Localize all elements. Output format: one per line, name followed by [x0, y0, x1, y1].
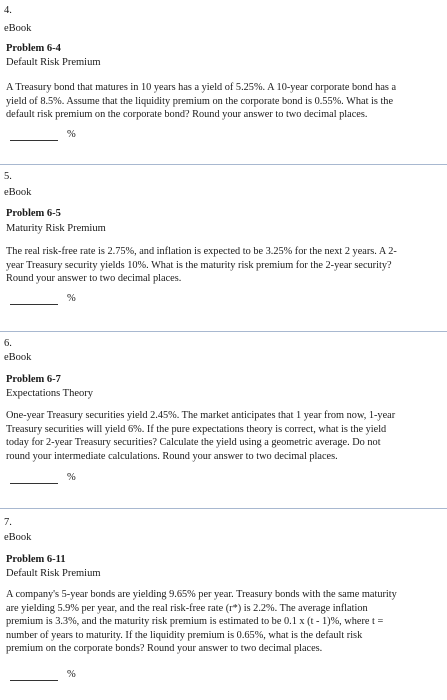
problem-text: [6, 81, 444, 122]
ebook-link[interactable]: eBook: [4, 352, 32, 363]
answer-row: [10, 668, 76, 681]
problem-text-line: One-year Treasury securities yield 2.45%. The market anticipates that 1 year from now, 1-year: [6, 410, 396, 421]
question-divider: [0, 508, 447, 509]
problem-text-line: premium on the corporate bonds? Round your answer to two decimal places.: [6, 643, 323, 655]
answer-row: [10, 471, 76, 484]
problem-text-line: Round your answer to two decimal places.: [6, 273, 182, 285]
problem-title: Problem 6-5: [6, 208, 61, 219]
answer-input[interactable]: [10, 303, 58, 305]
problem-text-line: year Treasury security yields 10%. What is the maturity risk premium for the 2-year security?: [6, 259, 392, 271]
problem-text-line: are yielding 5.9% per year, and the real risk-free rate (r*) is 2.2%. The average inflation: [6, 602, 368, 614]
problem-text-line: yield of 8.5%. Assume that the liquidity premium on the corporate bond is 0.55%. What is the: [6, 95, 394, 107]
problem-text: [6, 409, 444, 463]
problem-text-line: today for 2-year Treasury securities? Calculate the yield using a geometric average. Do not: [6, 437, 381, 449]
percent-unit: %: [67, 669, 76, 680]
problem-subtitle: Default Risk Premium: [6, 57, 101, 68]
problem-text-line: default risk premium on the corporate bond? Round your answer to two decimal places.: [6, 109, 368, 121]
problem-text: [6, 245, 444, 286]
answer-input[interactable]: [10, 139, 58, 141]
problem-text-line: round your intermediate calculations. Round your answer to two decimal places.: [6, 450, 338, 462]
problem-text-line: The real risk-free rate is 2.75%, and inflation is expected to be 3.25% for the next 2 years. A 2-: [6, 246, 397, 257]
problem-text-line: Treasury securities will yield 6%. If the pure expectations theory is correct, what is the yield: [6, 423, 387, 435]
problem-title: Problem 6-11: [6, 554, 66, 565]
ebook-link[interactable]: eBook: [4, 23, 32, 34]
percent-unit: %: [67, 293, 76, 304]
problem-text: [6, 588, 444, 656]
problem-text-line: A company's 5-year bonds are yielding 9.65% per year. Treasury bonds with the same maturity: [6, 589, 397, 600]
problem-text-line: premium is 3.3%, and the maturity risk premium is estimated to be 0.1 x (t - 1)%, where t =: [6, 616, 384, 628]
answer-row: [10, 292, 76, 305]
ebook-link[interactable]: eBook: [4, 187, 32, 198]
answer-input[interactable]: [10, 679, 58, 681]
problem-text-line: number of years to maturity. If the liquidity premium is 0.65%, what is the default risk: [6, 629, 363, 641]
percent-unit: %: [67, 129, 76, 140]
question-divider: [0, 331, 447, 332]
answer-row: [10, 128, 76, 141]
ebook-link[interactable]: eBook: [4, 532, 32, 543]
problem-title: Problem 6-7: [6, 374, 61, 385]
question-number: 6.: [4, 338, 12, 349]
question-divider: [0, 164, 447, 165]
problem-title: Problem 6-4: [6, 43, 61, 54]
problem-subtitle: Default Risk Premium: [6, 568, 101, 579]
question-number: 7.: [4, 517, 12, 528]
problem-subtitle: Maturity Risk Premium: [6, 223, 106, 234]
problem-text-line: A Treasury bond that matures in 10 years has a yield of 5.25%. A 10-year corporate bond has a: [6, 82, 397, 93]
question-number: 4.: [4, 5, 12, 16]
problem-subtitle: Expectations Theory: [6, 388, 93, 399]
answer-input[interactable]: [10, 482, 58, 484]
percent-unit: %: [67, 472, 76, 483]
question-number: 5.: [4, 171, 12, 182]
